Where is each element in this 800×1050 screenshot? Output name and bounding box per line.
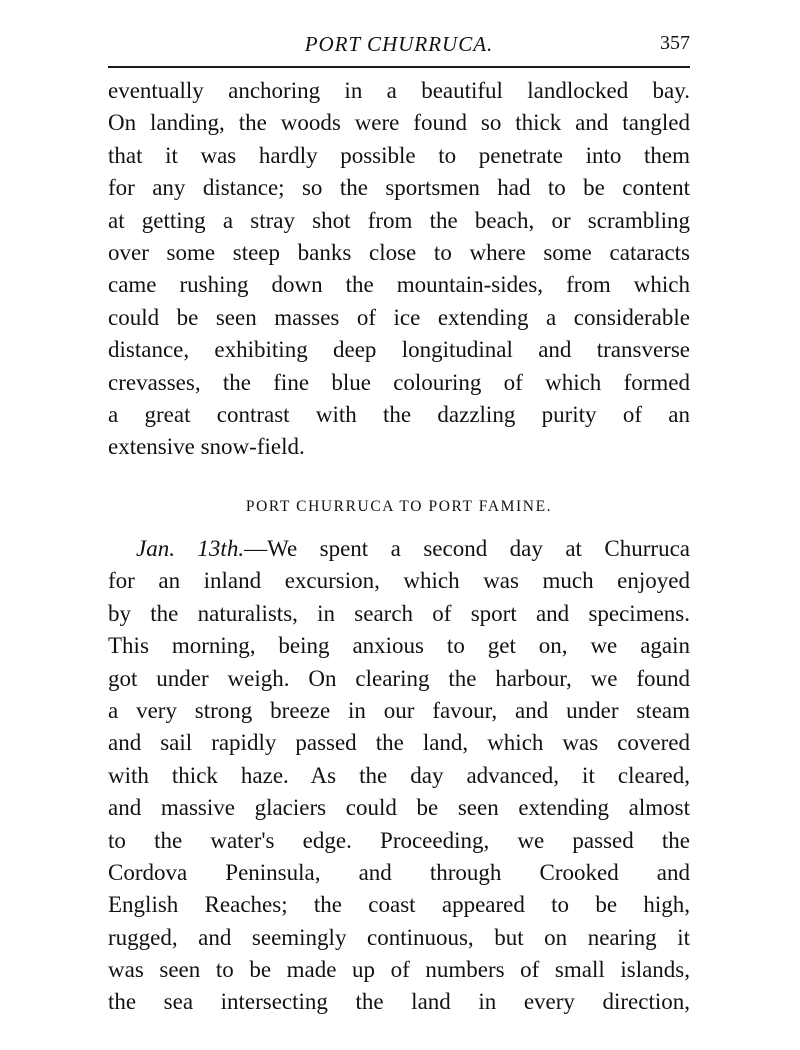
text-line: This morning, being anxious to get on, we again bbox=[108, 633, 690, 659]
text-line: the sea intersecting the land in every direction, bbox=[108, 989, 690, 1015]
text-line: got under weigh. On clearing the harbour, we found bbox=[108, 665, 690, 691]
text-line: Cordova Peninsula, and through Crooked and bbox=[108, 859, 690, 885]
text-line: for any distance; so the sportsmen had to be content bbox=[108, 175, 690, 201]
text-line: at getting a stray shot from the beach, or scrambling bbox=[108, 207, 690, 233]
running-title: PORT CHURRUCA. bbox=[304, 32, 494, 56]
text-line: On landing, the woods were found so thick and tangled bbox=[108, 110, 690, 136]
text-line: with thick haze. As the day advanced, it cleared, bbox=[108, 762, 690, 788]
text-line: English Reaches; the coast appeared to be high, bbox=[108, 892, 690, 918]
paragraph-continued bbox=[108, 75, 690, 464]
text-line: a great contrast with the dazzling purity of an bbox=[108, 401, 690, 427]
text-line: rugged, and seemingly continuous, but on nearing it bbox=[108, 924, 690, 950]
text-line-first bbox=[108, 533, 690, 565]
text-line: could be seen masses of ice extending a considerable bbox=[108, 304, 690, 330]
text-line: crevasses, the fine blue colouring of which formed bbox=[108, 369, 690, 395]
text-line: by the naturalists, in search of sport and specimens. bbox=[108, 600, 690, 626]
text-line: for an inland excursion, which was much enjoyed bbox=[108, 568, 690, 594]
section-heading: PORT CHURRUCA TO PORT FAMINE. bbox=[245, 498, 553, 515]
section-paragraph bbox=[108, 533, 690, 1019]
text-line: that it was hardly possible to penetrate into them bbox=[108, 142, 690, 168]
text-line: over some steep banks close to where some cataracts bbox=[108, 239, 690, 265]
text-line: came rushing down the mountain-sides, from which bbox=[108, 272, 690, 298]
first-line-text: —We spent a second day at Churruca bbox=[244, 536, 690, 561]
page-number: 357 bbox=[660, 32, 690, 54]
text-line: to the water's edge. Proceeding, we passed the bbox=[108, 827, 690, 853]
text-line: a very strong breeze in our favour, and under steam bbox=[108, 697, 690, 723]
running-head bbox=[108, 30, 690, 60]
header-rule bbox=[108, 66, 690, 68]
text-line: and sail rapidly passed the land, which was covered bbox=[108, 730, 690, 756]
text-line: extensive snow-field. bbox=[108, 434, 305, 460]
text-line: distance, exhibiting deep longitudinal and transverse bbox=[108, 337, 690, 363]
text-line: eventually anchoring in a beautiful landlocked bay. bbox=[108, 78, 690, 103]
text-line: and massive glaciers could be seen extending almost bbox=[108, 795, 690, 821]
journal-date: Jan. 13th. bbox=[136, 536, 245, 561]
text-line: was seen to be made up of numbers of small islands, bbox=[108, 957, 690, 983]
